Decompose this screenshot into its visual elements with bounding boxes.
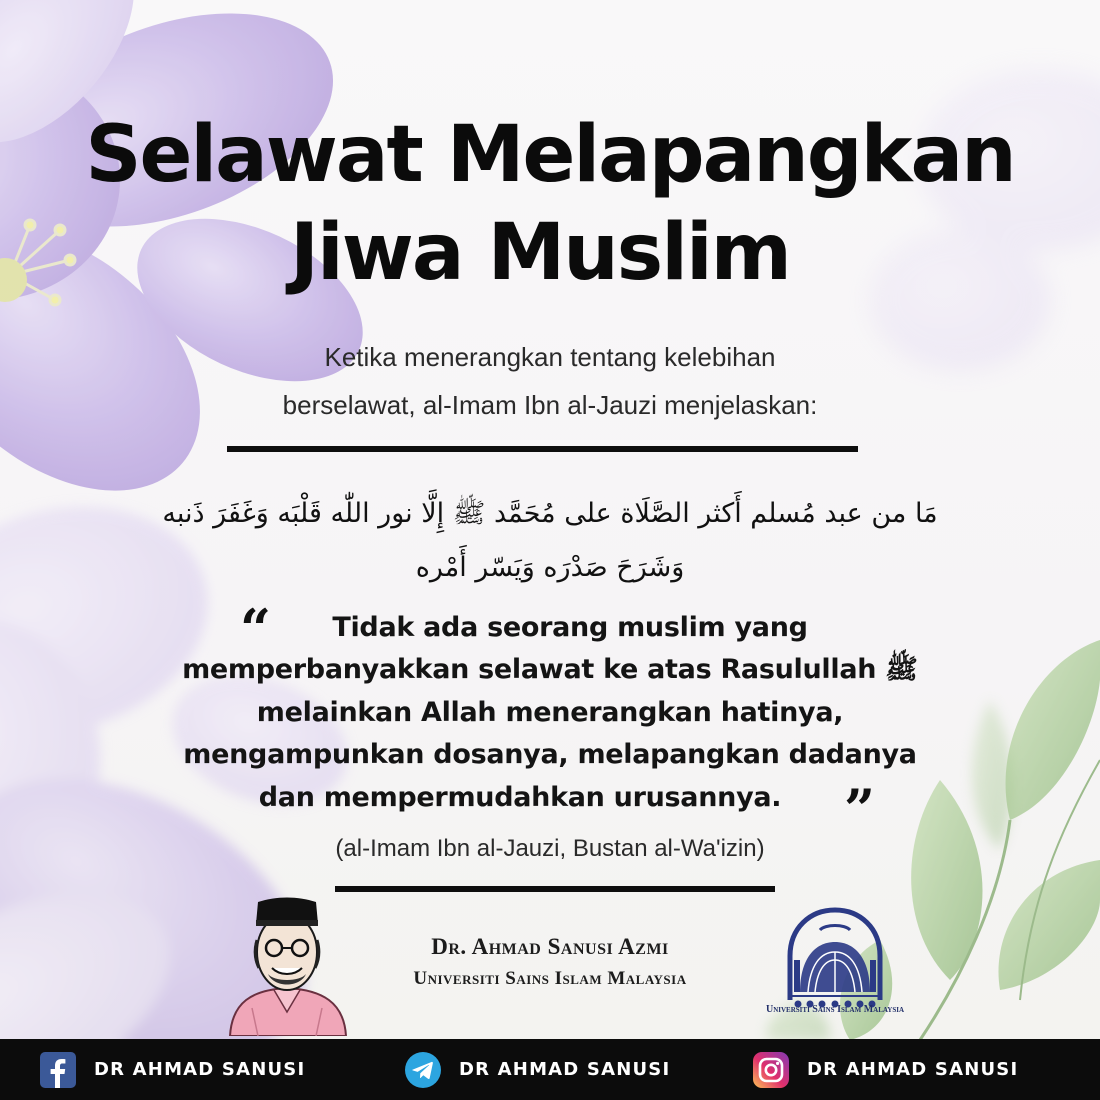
instagram-icon: [753, 1052, 789, 1088]
divider-bottom: [335, 886, 775, 892]
title-line-1: Selawat Melapangkan: [85, 110, 1015, 200]
telegram-label: DR AHMAD SANUSI: [459, 1059, 671, 1080]
facebook-label: DR AHMAD SANUSI: [94, 1059, 306, 1080]
arabic-line-1: مَا من عبد مُسلم أَكثر الصَّلَاة على مُحَمَّد ﷺ إِلَّا نور اللّٰه قَلْبَه وَغَفَرَ ذَنبه: [162, 498, 938, 529]
quote-line-2: memperbanyakkan selawat ke atas Rasulullah ﷺ: [182, 654, 918, 685]
telegram-icon: [405, 1052, 441, 1088]
quote-line-1: Tidak ada seorang muslim yang: [332, 612, 808, 643]
instagram-link[interactable]: [753, 1039, 1018, 1100]
telegram-link[interactable]: [405, 1039, 670, 1100]
intro-line-2: berselawat, al-Imam Ibn al-Jauzi menjelaskan:: [282, 390, 818, 420]
open-quote-mark: “: [240, 597, 272, 661]
citation: (al-Imam Ibn al-Jauzi, Bustan al-Wa'izin): [335, 835, 765, 862]
arabic-line-2: وَشَرَحَ صَدْرَه وَيَسّر أَمْره: [415, 552, 685, 583]
divider-top: [227, 446, 858, 452]
author-affiliation: Universiti Sains Islam Malaysia: [413, 968, 687, 989]
quote-line-5: dan mempermudahkan urusannya.: [258, 782, 782, 813]
author-name: Dr. Ahmad Sanusi Azmi: [431, 934, 669, 959]
close-quote-mark: ”: [844, 777, 876, 841]
social-footer: [0, 1039, 1100, 1100]
facebook-link[interactable]: [40, 1039, 305, 1100]
facebook-icon: [40, 1052, 76, 1088]
intro-line-1: Ketika menerangkan tentang kelebihan: [324, 342, 776, 372]
author-portrait-icon: [222, 890, 352, 1036]
quote-line-3: melainkan Allah menerangkan hatinya,: [256, 697, 844, 728]
quote-line-4: mengampunkan dosanya, melapangkan dadanya: [183, 739, 917, 770]
usim-logo-name: Universiti Sains Islam Malaysia: [766, 1004, 904, 1015]
instagram-label: DR AHMAD SANUSI: [807, 1059, 1019, 1080]
title-line-2: Jiwa Muslim: [290, 208, 790, 298]
